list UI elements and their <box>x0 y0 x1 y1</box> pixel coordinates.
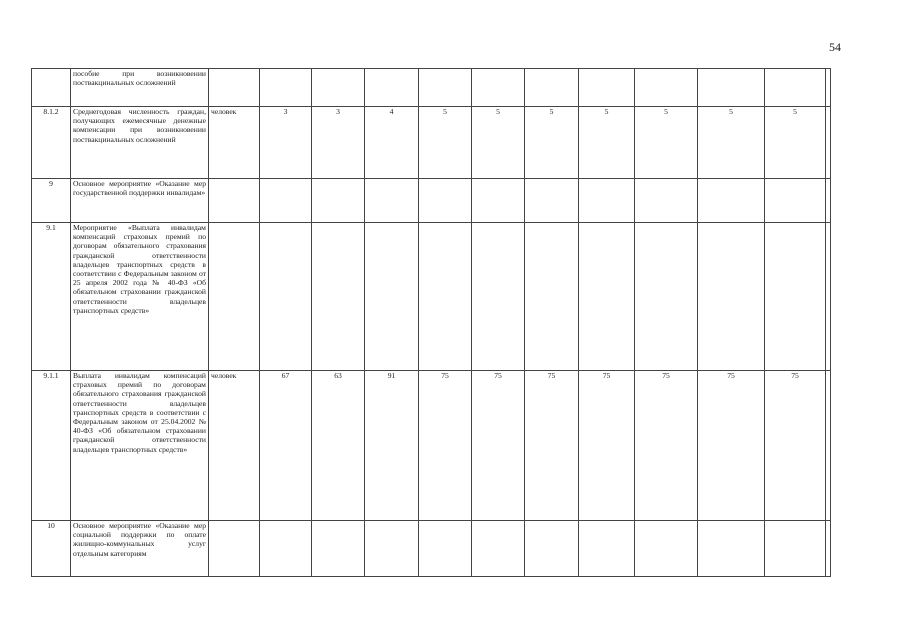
value-cell <box>698 69 765 107</box>
value-cell <box>698 179 765 223</box>
value-cell: 75 <box>525 371 579 521</box>
row-unit <box>209 223 260 371</box>
page-number: 54 <box>829 40 841 54</box>
value-cell <box>525 179 579 223</box>
row-unit <box>209 69 260 107</box>
value-cell <box>826 69 831 107</box>
value-cell <box>260 179 312 223</box>
indicator-table <box>31 68 831 577</box>
value-cell <box>579 223 635 371</box>
value-cell: 75 <box>635 371 698 521</box>
value-cell <box>472 179 525 223</box>
row-number: 9 <box>32 179 71 223</box>
table-row <box>32 107 831 179</box>
row-description: Основное мероприятие «Оказание мер государственной поддержки инвалидам» <box>71 179 209 223</box>
table-row <box>32 179 831 223</box>
value-cell <box>826 371 831 521</box>
value-cell <box>365 223 419 371</box>
value-cell <box>765 179 826 223</box>
value-cell <box>525 223 579 371</box>
value-cell: 75 <box>698 371 765 521</box>
row-unit: человек <box>209 107 260 179</box>
table-row <box>32 69 831 107</box>
value-cell: 5 <box>472 107 525 179</box>
value-cell: 5 <box>579 107 635 179</box>
value-cell <box>365 179 419 223</box>
row-number: 10 <box>32 521 71 577</box>
value-cell <box>419 179 472 223</box>
value-cell <box>472 69 525 107</box>
value-cell <box>579 521 635 577</box>
value-cell: 3 <box>312 107 365 179</box>
row-number: 9.1 <box>32 223 71 371</box>
value-cell <box>525 521 579 577</box>
value-cell <box>312 69 365 107</box>
value-cell <box>472 521 525 577</box>
value-cell: 75 <box>765 371 826 521</box>
row-description: пособие при возникновении поствакцинальных осложнений <box>71 69 209 107</box>
value-cell <box>826 179 831 223</box>
value-cell <box>579 69 635 107</box>
row-unit <box>209 521 260 577</box>
value-cell <box>312 179 365 223</box>
value-cell: 5 <box>525 107 579 179</box>
row-number <box>32 69 71 107</box>
value-cell: 4 <box>365 107 419 179</box>
value-cell <box>419 521 472 577</box>
value-cell <box>312 521 365 577</box>
value-cell <box>472 223 525 371</box>
value-cell <box>826 223 831 371</box>
row-description: Среднегодовая численность граждан, получающих ежемесячные денежные компенсации при возникновении поствакцинальных осложнений <box>71 107 209 179</box>
value-cell <box>419 223 472 371</box>
table-row <box>32 521 831 577</box>
value-cell <box>365 69 419 107</box>
value-cell <box>765 223 826 371</box>
value-cell <box>635 179 698 223</box>
value-cell <box>312 223 365 371</box>
value-cell <box>698 521 765 577</box>
value-cell <box>826 521 831 577</box>
value-cell <box>579 179 635 223</box>
value-cell: 75 <box>472 371 525 521</box>
value-cell <box>260 69 312 107</box>
value-cell <box>635 69 698 107</box>
value-cell: 91 <box>365 371 419 521</box>
value-cell: 5 <box>419 107 472 179</box>
row-unit: человек <box>209 371 260 521</box>
value-cell <box>698 223 765 371</box>
row-description: Основное мероприятие «Оказание мер социальной поддержки по оплате жилищно-коммунальных услуг отдельным категориям <box>71 521 209 577</box>
value-cell <box>419 69 472 107</box>
row-description: Мероприятие «Выплата инвалидам компенсаций страховых премий по договорам обязательного страхования гражданской ответственности владельцев транспортных средств в соответствии с Федеральным законом от 25 апреля 2002 года № 40-ФЗ «Об обязательном страховании гражданской ответственности владельцев транспортных средств» <box>71 223 209 371</box>
value-cell: 3 <box>260 107 312 179</box>
value-cell <box>365 521 419 577</box>
value-cell <box>260 223 312 371</box>
table-row <box>32 371 831 521</box>
row-number: 9.1.1 <box>32 371 71 521</box>
table-row <box>32 223 831 371</box>
value-cell <box>635 521 698 577</box>
value-cell: 5 <box>765 107 826 179</box>
value-cell <box>765 521 826 577</box>
value-cell: 75 <box>579 371 635 521</box>
value-cell <box>635 223 698 371</box>
value-cell: 67 <box>260 371 312 521</box>
value-cell <box>826 107 831 179</box>
value-cell <box>765 69 826 107</box>
value-cell <box>525 69 579 107</box>
value-cell: 75 <box>419 371 472 521</box>
row-unit <box>209 179 260 223</box>
row-number: 8.1.2 <box>32 107 71 179</box>
value-cell: 5 <box>635 107 698 179</box>
value-cell <box>260 521 312 577</box>
value-cell: 5 <box>698 107 765 179</box>
value-cell: 63 <box>312 371 365 521</box>
row-description: Выплата инвалидам компенсаций страховых премий по договорам обязательного страхования гражданской ответственности владельцев транспортных средств в соответствии с Федеральным законом от 25.04.2002 № 40-ФЗ «Об обязательном страховании гражданской ответственности владельцев транспортных средств» <box>71 371 209 521</box>
